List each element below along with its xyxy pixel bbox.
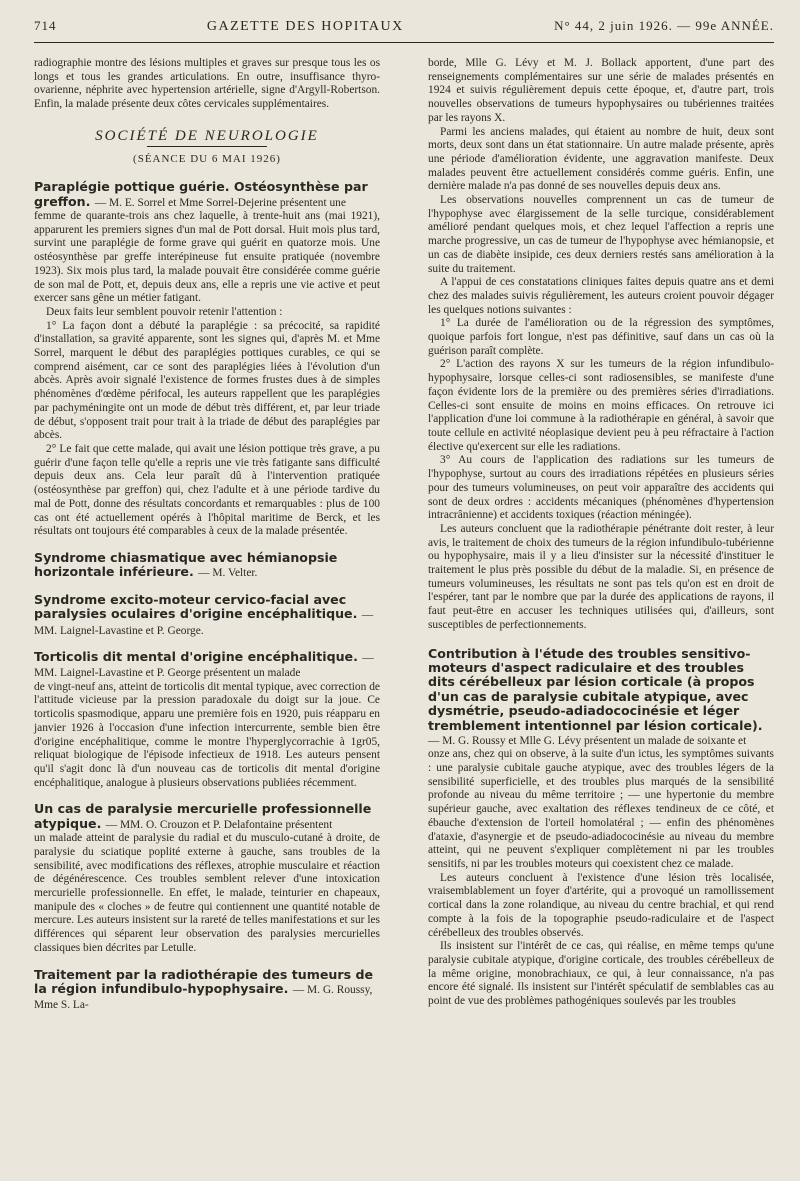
- paragraph: 2° Le fait que cette malade, qui avait une lésion pottique très grave, a pu guérir d'une façon telle qu'elle a repris une vie très fatigante sans difficulté depuis deux ans. Cela leur paraît dû à l'intervention pratiquée (ostéosynthèse par greffon) qui, chez l'adulte et à une période tardive du mal de Pott, donne des résultats concordants et remarquables : plus de 100 cas ont été actuellement opérés à l'hôpital maritime de Berck, et les résultats ont toujours été comparables à ceux de la malade présentée.: [34, 442, 380, 538]
- article-heading: [428, 647, 774, 749]
- article-authors: — M. G. Roussy et Mlle G. Lévy présentent un malade de soixante et: [428, 734, 747, 747]
- paragraph: Parmi les anciens malades, qui étaient au nombre de huit, deux sont morts, deux sont dans un état stationnaire. Un autre malade présente, après une période d'amélioration évidente, une aggravation manifeste. Deux malades peuvent être actuellement considérés comme guéris. Enfin, une dernière malade n'a pas donné de ses nouvelles depuis deux ans.: [428, 125, 774, 193]
- article-heading: [34, 551, 380, 581]
- journal-title: GAZETTE DES HOPITAUX: [206, 19, 404, 34]
- section-title: SOCIÉTÉ DE NEUROLOGIE: [95, 127, 319, 144]
- paragraph: borde, Mlle G. Lévy et M. J. Bollack apportent, d'une part des renseignements complémentaires sur une série de malades présentés en 1924 et suivis régulièrement depuis cette époque, et, d'autre part, trois nouvelles observations de tumeurs hypophysaires ou tubériennes traitées par les rayons X.: [428, 57, 774, 124]
- article-title: Un cas de paralysie mercurielle professionnelle atypique.: [34, 801, 372, 831]
- article-authors: — M. G. Roussy, Mme S. La-: [34, 983, 373, 1012]
- paragraph: Les auteurs concluent que la radiothérapie pénétrante doit rester, à leur avis, le traitement de choix des tumeurs de la région infundibulo-tubérienne ou hypophysaire, mais il y a lieu d'insister sur la nécessité d'instituer le traitement le plus près possible du début de la maladie. Si, en présence de tumeurs volumineuses, les résultats ne sont pas tels qu'on est en droit de l'espérer, tant par le nombre que par la durée des applications de rayons, il faut peut-être en accuser les techniques utilisées qui, d'ailleurs, sont susceptibles de perfectionnements.: [428, 522, 774, 631]
- header-rule: [34, 42, 774, 43]
- running-head: [34, 18, 774, 38]
- right-column: [428, 57, 774, 1013]
- article-heading: [34, 593, 380, 638]
- article-authors: — M. E. Sorrel et Mme Sorrel-Dejerine présentent une: [94, 196, 346, 209]
- article-heading: [34, 180, 380, 210]
- paragraph: de vingt-neuf ans, atteint de torticolis dit mental typique, avec correction de l'attitude vicieuse par la pression paradoxale du doigt sur la joue. Ce torticolis spasmodique, apparu une première fois en 1920, puis réapparu en janvier 1926 à l'occasion d'une infection intercurrente, semble bien être d'origine encéphalitique, comme le montre l'hyperglycorrachie à 1gr05, reliquat biologique de l'épisode infectieux de 1918. Les auteurs pensent qu'il s'agit donc là d'un nouveau cas de torticolis dit mental d'origine encéphalitique, analogue à plusieurs observations publiées récemment.: [34, 680, 380, 789]
- paragraph: 3° Au cours de l'application des radiations sur les tumeurs de l'hypophyse, surtout au cours des irradiations répétées en plusieurs séries pour des tumeurs volumineuses, on peut voir apparaître des accidents qui sont de deux ordres : accidents mécaniques (phénomènes d'hypertension intracrânienne) et accidents toxiques (réaction méningée).: [428, 454, 774, 522]
- section-session: (SÉANCE DU 6 MAI 1926): [133, 152, 281, 165]
- article-heading: [34, 802, 380, 832]
- article-heading: [34, 968, 380, 1013]
- paragraph: 1° La durée de l'amélioration ou de la régression des symptômes, quoique parfois fort longue, n'est pas définitive, sauf dans un cas où la guérison paraît complète.: [428, 317, 774, 357]
- article-title: Syndrome excito-moteur cervico-facial avec paralysies oculaires d'origine encéphalitique.: [34, 591, 358, 622]
- article-title: Traitement par la radiothérapie des tumeurs de la région infundibulo-hypophysaire.: [34, 966, 374, 996]
- text-columns: [34, 57, 774, 1013]
- article-authors: — MM. Laignel-Lavastine et P. George présentent un malade: [34, 651, 374, 680]
- paragraph: Ils insistent sur l'intérêt de ce cas, qui réalise, en même temps qu'une paralysie cubitale atypique, d'origine corticale, des troubles cérébelleux de la même origine, monobrachiaux, ce qui, à leur connaissance, n'a pas encore été signalé. Ils insistent sur l'intérêt spéculatif de semblables cas au point de vue des problèmes pathogéniques soulevés par les troubles: [428, 940, 774, 1008]
- article-heading: [34, 650, 380, 681]
- paragraph: Les auteurs concluent à l'existence d'une lésion très localisée, vraisemblablement un foyer d'artérite, qui a provoqué un ramollissement cortical dans la zone rolandique, au niveau du centre brachial, et qui rend compte à la fois de la topographie pseudo-radiculaire et de l'aspect cérébelleux des troubles observés.: [428, 871, 774, 939]
- article-title: Syndrome chiasmatique avec hémianopsie horizontale inférieure.: [34, 549, 338, 580]
- page-number: 714: [34, 18, 57, 33]
- issue-info: N° 44, 2 juin 1926. — 99e ANNÉE.: [554, 18, 774, 33]
- article-title: Paraplégie pottique guérie. Ostéosynthèse par greffon.: [34, 179, 368, 209]
- paragraph: radiographie montre des lésions multiples et graves sur presque tous les os longs et tous les grandes articulations. En outre, insuffisance thyro-ovarienne, néphrite avec hypertension artérielle, signe d'Argyll-Robertson. Enfin, la malade présente deux côtes cervicales supplémentaires.: [34, 57, 380, 111]
- paragraph: Les observations nouvelles comprennent un cas de tumeur de l'hypophyse avec élargissement de la selle turcique, considérablement amélioré pendant quelques mois, et chez lequel l'affection a repris une marche progressive, un cas de tumeur de l'hypophyse avec hémianopsie, et un cas de diabète insipide, ces deux derniers restés sans amélioration à la suite du traitement.: [428, 194, 774, 275]
- article-authors: — M. Velter.: [198, 567, 258, 580]
- article-title: Contribution à l'étude des troubles sensitivo-moteurs d'aspect radiculaire et des troubles dits cérébelleux par lésion corticale (à propos d'un cas de paralysie cubitale atypique, avec dysmétrie, pseudo-adiadococinésie et léger tremblement intentionnel par lésion corticale).: [428, 645, 763, 733]
- section-title-rule: [147, 146, 267, 147]
- paragraph: Deux faits leur semblent pouvoir retenir l'attention :: [46, 305, 283, 318]
- paragraph: femme de quarante-trois ans chez laquelle, à trente-huit ans (mai 1921), apparurent les premiers signes d'un mal de Pott dorsal. Huit mois plus tard, survint une paraplégie de forme grave qui guérit en quatorze mois. Une ostéosynthèse par greffe interépineuse fut ensuite pratiquée (novembre 1923). Six mois plus tard, la malade pouvait être considérée comme guérie de son mal de Pott, et, depuis deux ans, elle a repris une vie active et peut exercer sans gêne un métier fatigant.: [34, 210, 380, 305]
- article-authors: — MM. Laignel-Lavastine et P. George.: [34, 609, 374, 637]
- paragraph: 2° L'action des rayons X sur les tumeurs de la région infundibulo-hypophysaire, lorsque celles-ci sont radiosensibles, se manifeste d'une façon évidente lors de la première ou des premières séries d'irradiations. Celles-ci sont ensuite de moins en moins efficaces. On retrouve ici l'application d'une loi commune à la radiothérapie en général, à savoir que toute cellule en activité néoplasique devient peu à peu réfractaire à l'action élective qu'exercent sur elle les radiations.: [428, 358, 774, 453]
- paragraph: un malade atteint de paralysie du radial et du musculo-cutané à droite, de paralysie du sciatique poplité externe à gauche, sans troubles de la sensibilité, avec modifications des réflexes, atrophie musculaire et réaction de dégénérescence. Ces troubles semblent relever d'une intoxication mercurielle professionnelle. En effet, le malade, teinturier en chapeaux, manipule des « cloches » de feutre qui contiennent une quantité notable de mercure. Les auteurs insistent sur la rareté de telles manifestations et sur les différences qui séparent leur observation des paralysies mercurielles classiques bien décrites par Letulle.: [34, 832, 380, 954]
- paragraph: 1° La façon dont a débuté la paraplégie : sa précocité, sa rapidité d'installation, sa gravité apparente, sont les signes qui, d'après M. et Mme Sorrel, marquent le début des paraplégies pottiques curables, ce qui se comprend aisément, car ce sont des paraplégies liées à l'évolution d'un abcès. Après avoir signalé l'existence de formes frustes dues à de simples phénomènes d'œdème périfocal, les auteurs rappellent que les paraplégies par pachyméningite ont un mode de début très différent, et, par leur triade de début, s'opposent trait pour trait à la triade de début des paraplégies par abcès.: [34, 319, 380, 442]
- left-column: [34, 57, 380, 1013]
- article-authors: — MM. O. Crouzon et P. Delafontaine présentent: [105, 818, 333, 831]
- paragraph: onze ans, chez qui on observe, à la suite d'un ictus, les symptômes suivants : une paralysie cubitale gauche atypique, avec des troubles légers de la sensibilité superficielle, et des troubles plus marqués de la sensibilité profonde au niveau du même territoire ; — une hypertonie du membre supérieur gauche, avec exaltation des réflexes tendineux de ce côté, et ébauche d'extension de l'orteil homolatéral ; — enfin des phénomènes d'ataxie, d'asynergie et de pseudo-adiadococinésie au niveau du membre atteint, qui ne peuvent s'expliquer complètement ni par les troubles sensitifs, ni par les troubles moteurs qui coexistent chez ce malade.: [428, 748, 774, 870]
- paragraph: A l'appui de ces constatations cliniques faites depuis quatre ans et demi chez des malades suivis régulièrement, les auteurs croient pouvoir dégager les quelques notions suivantes :: [428, 276, 774, 316]
- article-title: Torticolis dit mental d'origine encéphalitique.: [34, 648, 358, 664]
